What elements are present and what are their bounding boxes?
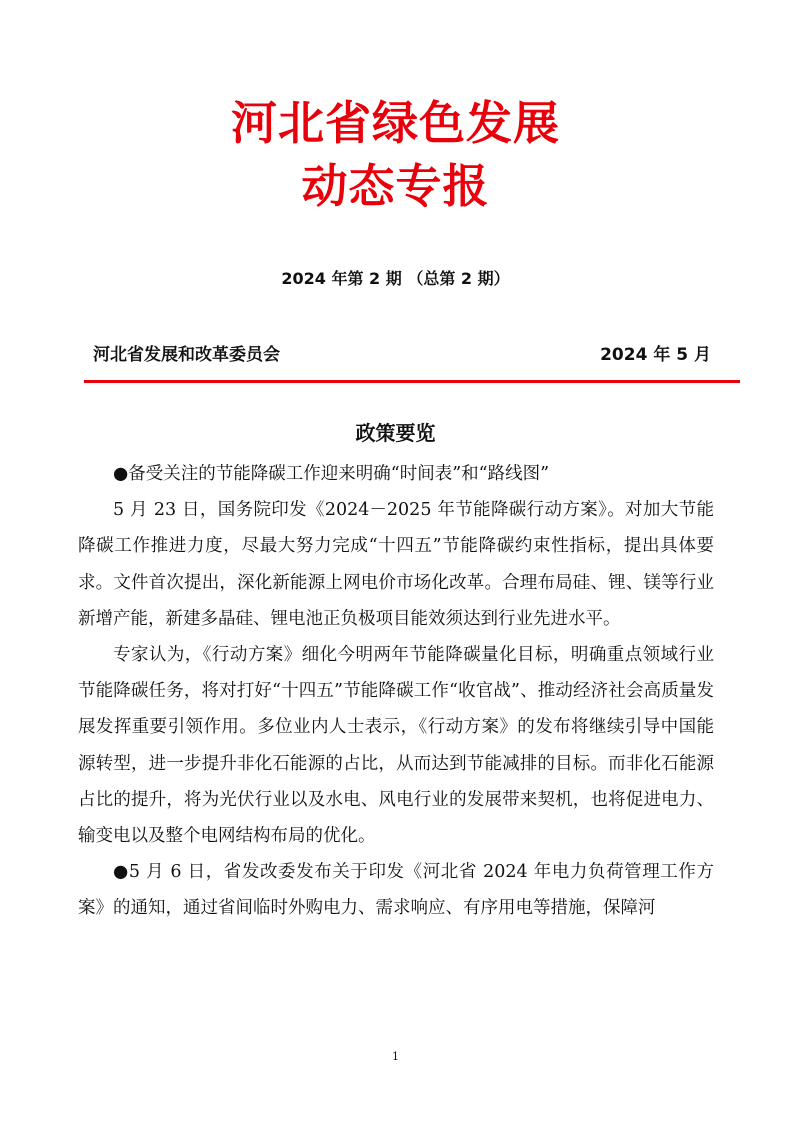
page-number: 1 xyxy=(392,1050,399,1063)
masthead-title-line2: 动态专报 xyxy=(301,159,490,213)
bullet-headline: ●备受关注的节能降碳工作迎来明确“时间表”和“路线图” xyxy=(113,464,550,484)
publisher-name: 河北省发展和改革委员会 xyxy=(93,345,280,365)
paragraph: ●5 月 6 日，省发改委发布关于印发《河北省 2024 年电力负荷管理工作方案》的通知，通过省间临时外购电力、需求响应、有序用电等措施，保障河 xyxy=(78,862,714,919)
masthead-title-line1: 河北省绿色发展 xyxy=(231,96,560,150)
red-divider-line xyxy=(84,380,740,383)
issue-number: 2024 年第 2 期 （总第 2 期） xyxy=(281,269,510,288)
body-text xyxy=(78,456,714,927)
publication-date: 2024 年 5 月 xyxy=(600,345,711,365)
section-heading: 政策要览 xyxy=(355,421,436,445)
paragraph: 5 月 23 日，国务院印发《2024－2025 年节能降碳行动方案》。对加大节能降碳工作推进力度，尽最大努力完成“十四五”节能降碳约束性指标，提出具体要求。文件首次提出，深化新能源上网电价市场化改革。合理布局硅、锂、镁等行业新增产能，新建多晶硅、锂电池正负极项目能效须达到行业先进水平。 xyxy=(78,500,714,629)
paragraph: 专家认为，《行动方案》细化今明两年节能降碳量化目标，明确重点领域行业节能降碳任务，将对打好“十四五”节能降碳工作“收官战”、推动经济社会高质量发展发挥重要引领作用。多位业内人士表示，《行动方案》的发布将继续引导中国能源转型，进一步提升非化石能源的占比，从而达到节能减排的目标。而非化石能源占比的提升，将为光伏行业以及水电、风电行业的发展带来契机，也将促进电力、输变电以及整个电网结构布局的优化。 xyxy=(78,645,714,847)
